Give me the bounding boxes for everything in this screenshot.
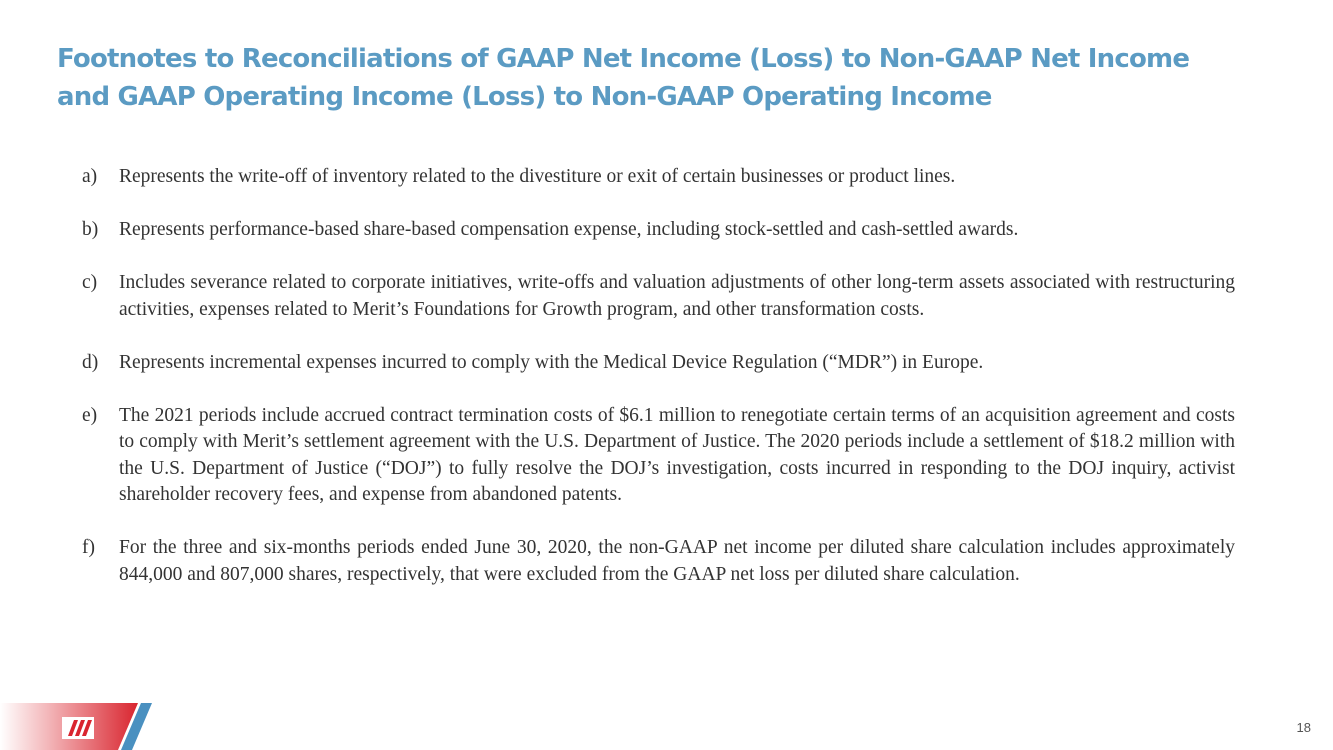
footnote-text: For the three and six-months periods ended June 30, 2020, the non-GAAP net income per diluted share calculation includes approximately 844,000 and 807,000 shares, respectively, that were excluded from the GAAP net loss per diluted share calculation. bbox=[119, 537, 1235, 585]
footnote-c bbox=[82, 270, 1235, 323]
footnote-list bbox=[82, 164, 1235, 615]
footnote-text: Includes severance related to corporate initiatives, write-offs and valuation adjustments of other long-term assets associated with restructuring activities, expenses related to Merit’s Foundations for Growth program, and other transformation costs. bbox=[119, 272, 1235, 320]
footnote-label: e) bbox=[82, 404, 98, 426]
slide-title bbox=[57, 40, 1297, 116]
footnote-label: a) bbox=[82, 166, 98, 187]
footnote-label: b) bbox=[82, 219, 99, 240]
slide-title-line-2: and GAAP Operating Income (Loss) to Non-GAAP Operating Income bbox=[57, 82, 992, 112]
footnote-e bbox=[82, 403, 1235, 509]
page-number: 18 bbox=[1296, 720, 1311, 735]
footnote-text: Represents performance-based share-based compensation expense, including stock-settled and cash-settled awards. bbox=[119, 219, 1019, 240]
footnote-d bbox=[82, 350, 1235, 377]
footnote-f bbox=[82, 535, 1235, 588]
footnote-label: f) bbox=[82, 537, 95, 558]
merit-medical-logo-icon bbox=[0, 703, 160, 750]
footnote-text: The 2021 periods include accrued contract termination costs of $6.1 million to renegotiate certain terms of an acquisition agreement and costs to comply with Merit’s settlement agreement with the U.S. Department of Justice. The 2020 periods include a settlement of $18.2 million with the U.S. Department of Justice (“DOJ”) to fully resolve the DOJ’s investigation, costs incurred in responding to the DOJ inquiry, activist shareholder recovery fees, and expense from abandoned patents. bbox=[119, 404, 1235, 505]
footnote-label: c) bbox=[82, 272, 98, 293]
footnote-text: Represents the write-off of inventory related to the divestiture or exit of certain businesses or product lines. bbox=[119, 166, 956, 187]
footnote-a bbox=[82, 164, 1235, 191]
footnote-text: Represents incremental expenses incurred to comply with the Medical Device Regulation (“MDR”) in Europe. bbox=[119, 351, 984, 373]
footnote-label: d) bbox=[82, 351, 99, 373]
footnote-b bbox=[82, 217, 1235, 244]
footer-brand-band bbox=[0, 703, 160, 750]
slide-title-line-1: Footnotes to Reconciliations of GAAP Net Income (Loss) to Non-GAAP Net Income bbox=[57, 44, 1190, 74]
